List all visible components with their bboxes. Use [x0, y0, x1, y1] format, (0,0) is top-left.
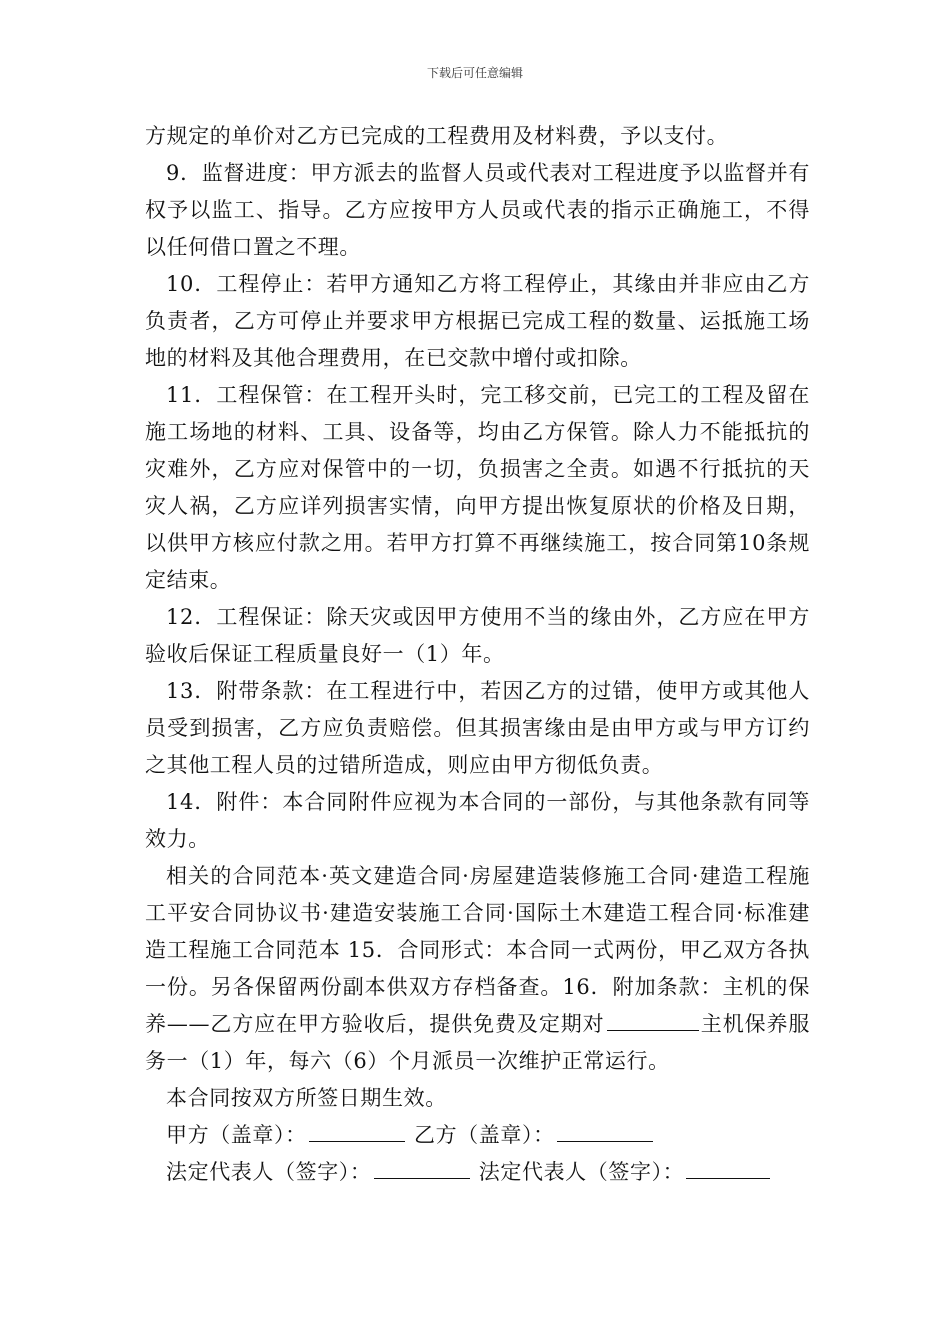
clause-9: 9．监督进度：甲方派去的监督人员或代表对工程进度予以监督并有权予以监工、指导。乙方应按甲方人员或代表的指示正确施工，不得以任何借口置之不理。 — [145, 161, 810, 259]
party-a-rep-label: 法定代表人（签字）： — [166, 1160, 372, 1184]
clause-10: 10．工程停止：若甲方通知乙方将工程停止，其缘由并非应由乙方负责者，乙方可停止并要求甲方根据已完成工程的数量、运抵施工场地的材料及其他合理费用，在已交款中增付或扣除。 — [145, 272, 810, 370]
related-text: 相关的合同范本·英文建造合同·房屋建造装修施工合同·建造工程施工平安合同协议书·建造安装施工合同·国际土木建造工程合同·标准建造工程施工合同范本 15．合同形式：本合同一式两份，甲乙双方各执一份。另各保留两份副本供双方存档备查。16．附加条款：主机的保养——乙方应在甲方验收后，提供免费及定期对 — [145, 864, 810, 1036]
party-a-rep-blank — [374, 1160, 470, 1179]
paragraph-continuation: 方规定的单价对乙方已完成的工程费用及材料费，予以支付。 — [145, 124, 729, 148]
party-b-rep-blank — [686, 1160, 770, 1179]
clause-12: 12．工程保证：除天灾或因甲方使用不当的缘由外，乙方应在甲方验收后保证工程质量良好一（1）年。 — [145, 605, 810, 666]
clause-13: 13．附带条款：在工程进行中，若因乙方的过错，使甲方或其他人员受到损害，乙方应负责赔偿。但其损害缘由是由甲方或与甲方订约之其他工程人员的过错所造成，则应由甲方彻低负责。 — [145, 679, 810, 777]
clause-11: 11．工程保管：在工程开头时，完工移交前，已完工的工程及留在施工场地的材料、工具、设备等，均由乙方保管。除人力不能抵抗的灾难外，乙方应对保管中的一切，负损害之全责。如遇不行抵抗的天灾人祸，乙方应详列损害实情，向甲方提出恢复原状的价格及日期，以供甲方核应付款之用。若甲方打算不再继续施工，按合同第10条规定结束。 — [145, 383, 810, 592]
party-a-seal-blank — [309, 1123, 405, 1142]
representative-line — [145, 1154, 810, 1191]
fill-blank-maintenance — [607, 1012, 699, 1031]
party-a-seal-label: 甲方（盖章）： — [166, 1123, 307, 1147]
party-b-rep-label: 法定代表人（签字）： — [478, 1160, 685, 1184]
related-text-after: 主机保养服务一（1）年，每六（6）个月派员一次维护正常运行。 — [145, 1012, 810, 1073]
party-b-seal-label: 乙方（盖章）： — [413, 1123, 555, 1147]
party-b-seal-blank — [557, 1123, 653, 1142]
page-header: 下载后可任意编辑 — [426, 66, 523, 80]
effective-clause: 本合同按双方所签日期生效。 — [166, 1086, 447, 1110]
clause-14: 14．附件：本合同附件应视为本合同的一部份，与其他条款有同等效力。 — [145, 790, 810, 851]
related-and-clauses-15-16 — [145, 858, 810, 1080]
seal-line — [145, 1117, 810, 1154]
document-body — [145, 118, 810, 1191]
